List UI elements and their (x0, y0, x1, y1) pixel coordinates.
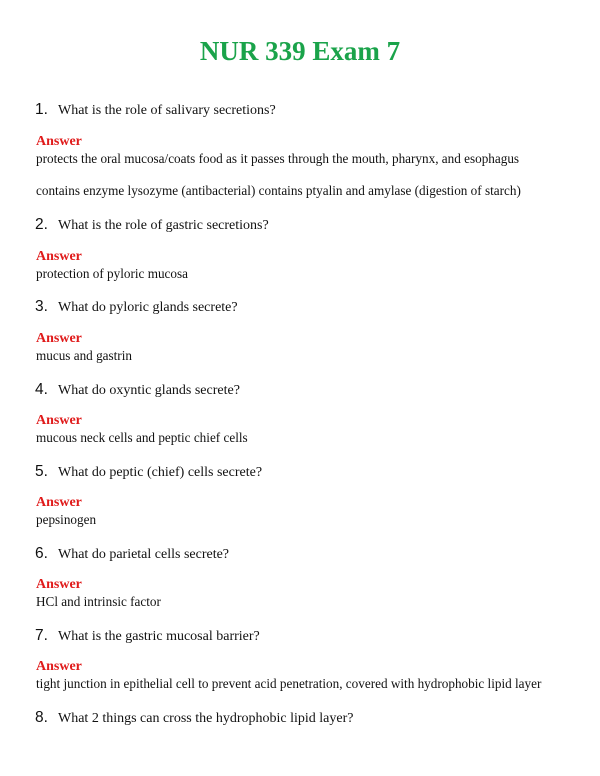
question-text: What is the gastric mucosal barrier? (58, 629, 260, 644)
answer-text: mucous neck cells and peptic chief cells (36, 430, 248, 445)
question-text: What do parietal cells secrete? (58, 547, 230, 562)
question-text: What do peptic (chief) cells secrete? (58, 465, 263, 480)
question-number: 6. (35, 545, 48, 562)
answer-label: Answer (36, 495, 82, 510)
question-number: 4. (35, 381, 48, 398)
answer-label: Answer (36, 413, 82, 428)
answer-label: Answer (36, 331, 82, 346)
question-8 (35, 707, 353, 729)
answer-label: Answer (36, 249, 82, 264)
document-title: NUR 339 Exam 7 (199, 36, 401, 66)
question-1 (35, 99, 276, 121)
answer-text: protection of pyloric mucosa (36, 266, 188, 281)
question-6 (35, 543, 229, 565)
question-number: 1. (35, 101, 48, 118)
question-number: 2. (35, 216, 48, 233)
answer-text: mucus and gastrin (36, 348, 132, 363)
question-text: What is the role of gastric secretions? (58, 218, 269, 233)
question-text: What do oxyntic glands secrete? (58, 383, 240, 398)
answer-text: protects the oral mucosa/coats food as it passes through the mouth, pharynx, and esophagus (36, 151, 520, 166)
answer-text: contains enzyme lysozyme (antibacterial) contains ptyalin and amylase (digestion of starch) (36, 183, 521, 198)
question-text: What do pyloric glands secrete? (58, 300, 238, 315)
question-3 (35, 296, 238, 318)
answer-text: pepsinogen (36, 512, 97, 527)
question-text: What 2 things can cross the hydrophobic lipid layer? (58, 711, 354, 726)
question-number: 3. (35, 298, 48, 315)
question-5 (35, 461, 262, 483)
answer-text: tight junction in epithelial cell to prevent acid penetration, covered with hydrophobic lipid layer (36, 676, 542, 691)
question-number: 8. (35, 709, 48, 726)
answer-label: Answer (36, 659, 82, 674)
question-4 (35, 379, 240, 401)
question-7 (35, 625, 260, 647)
question-number: 5. (35, 463, 48, 480)
answer-label: Answer (36, 134, 82, 149)
answer-text: HCl and intrinsic factor (36, 594, 161, 609)
question-2 (35, 214, 269, 236)
answer-label: Answer (36, 577, 82, 592)
question-number: 7. (35, 627, 48, 644)
question-text: What is the role of salivary secretions? (58, 103, 276, 118)
